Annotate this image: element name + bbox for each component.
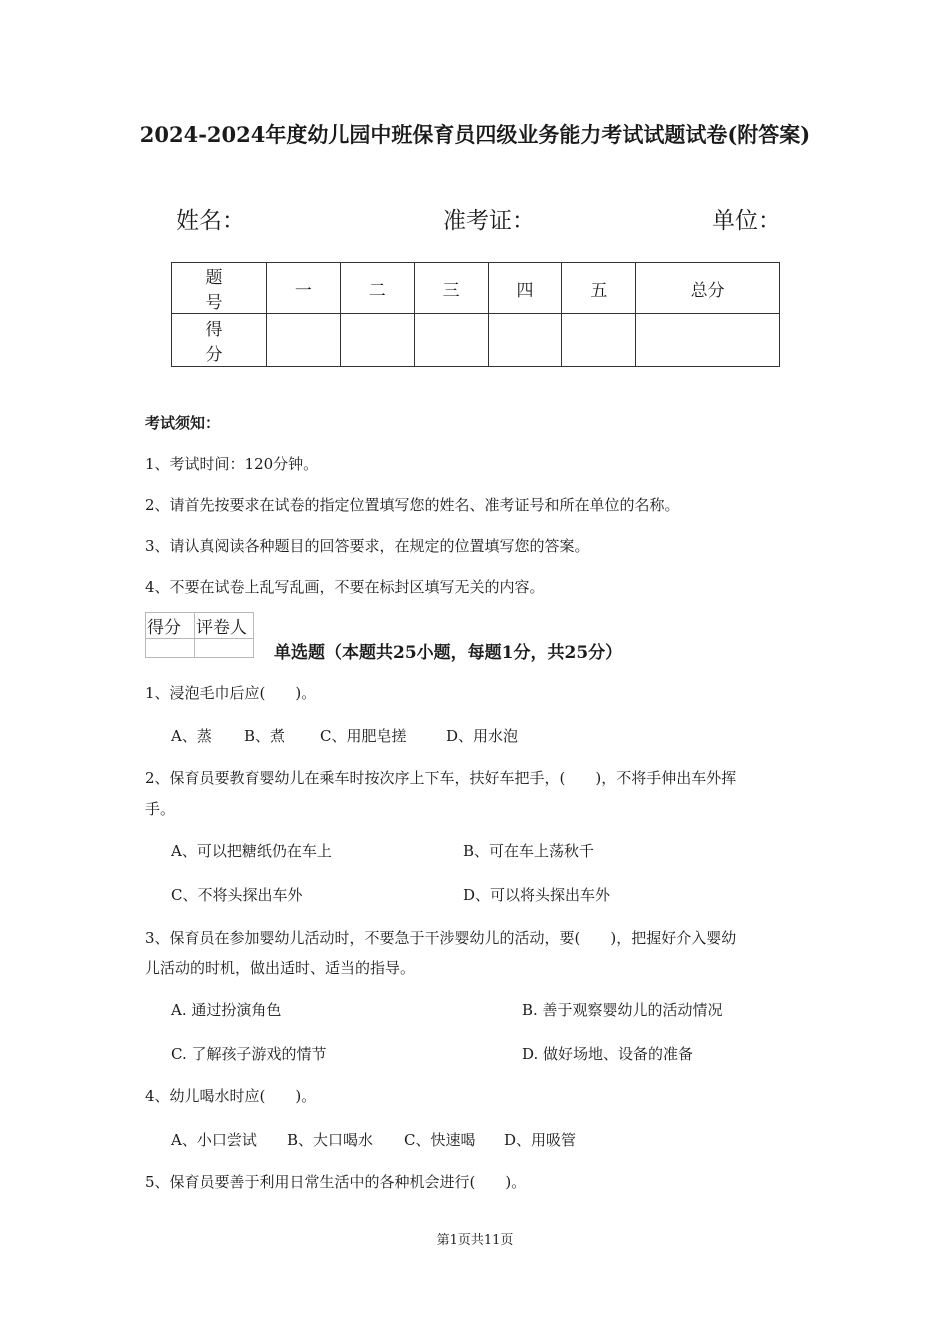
notice-heading: 考试须知： [145, 414, 221, 432]
exam-number-field-label: 准考证： [443, 208, 535, 234]
question-option: A、蒸 [171, 727, 212, 745]
question-option: A. 通过扮演角色 [171, 1001, 282, 1019]
score-blank-cell[interactable] [562, 314, 636, 367]
notice-item: 4、不要在试卷上乱写乱画，不要在标封区填写无关的内容。 [145, 578, 545, 596]
grader-box [145, 612, 254, 658]
score-table-cell: 总分 [636, 263, 780, 314]
score-blank-cell[interactable] [340, 314, 414, 367]
notice-item: 2、请首先按要求在试卷的指定位置填写您的姓名、准考证号和所在单位的名称。 [145, 496, 680, 514]
question-option: B、大口喝水 [287, 1131, 374, 1149]
grader-name-blank[interactable] [195, 639, 254, 658]
document-title: 2024-2024年度幼儿园中班保育员四级业务能力考试试题试卷(附答案) [139, 122, 811, 147]
question-option: A、可以把糖纸仍在车上 [171, 842, 332, 860]
question-stem: 3、保育员在参加婴幼儿活动时，不要急于干涉婴幼儿的活动，要( )，把握好介入婴幼 [145, 929, 737, 947]
question-option: B. 善于观察婴幼儿的活动情况 [522, 1001, 723, 1019]
score-blank-cell[interactable] [636, 314, 780, 367]
grader-name-label: 评卷人 [195, 613, 254, 639]
score-table-cell: 得 分 [172, 314, 267, 367]
question-option: D、用水泡 [446, 727, 519, 745]
score-table-header-row [172, 263, 780, 314]
notice-item: 1、考试时间：120分钟。 [145, 455, 319, 473]
question-option: B、可在车上荡秋千 [463, 842, 595, 860]
question-stem: 2、保育员要教育婴幼儿在乘车时按次序上下车，扶好车把手，( )，不将手伸出车外挥 [145, 769, 737, 787]
score-blank-cell[interactable] [267, 314, 341, 367]
score-blank-cell[interactable] [488, 314, 562, 367]
question-stem: 4、幼儿喝水时应( )。 [145, 1087, 317, 1105]
question-option: C、不将头探出车外 [171, 886, 303, 904]
grader-score-blank[interactable] [146, 639, 195, 658]
question-stem: 1、浸泡毛巾后应( )。 [145, 684, 317, 702]
question-option: B、煮 [244, 727, 286, 745]
question-option: D. 做好场地、设备的准备 [522, 1045, 694, 1063]
question-option: A、小口尝试 [171, 1131, 257, 1149]
score-blank-cell[interactable] [414, 314, 488, 367]
section-heading: 单选题（本题共25小题，每题1分，共25分） [274, 643, 623, 663]
question-option: D、用吸管 [504, 1131, 577, 1149]
page-footer: 第1页共11页 [436, 1233, 514, 1248]
score-table-cell: 四 [488, 263, 562, 314]
name-field-label: 姓名： [176, 208, 245, 234]
notice-item: 3、请认真阅读各种题目的回答要求，在规定的位置填写您的答案。 [145, 537, 590, 555]
question-stem-continued: 儿活动的时机，做出适时、适当的指导。 [145, 959, 416, 977]
score-table-cell: 五 [562, 263, 636, 314]
question-stem-continued: 手。 [145, 800, 176, 818]
score-table-score-row [172, 314, 780, 367]
score-table-cell: 二 [340, 263, 414, 314]
question-stem: 5、保育员要善于利用日常生活中的各种机会进行( )。 [145, 1173, 527, 1191]
score-table [171, 262, 780, 367]
question-option: C、快速喝 [404, 1131, 476, 1149]
question-option: C、用肥皂搓 [320, 727, 407, 745]
grader-score-label: 得分 [146, 613, 195, 639]
unit-field-label: 单位： [712, 208, 781, 234]
score-table-cell: 题 号 [172, 263, 267, 314]
question-option: D、可以将头探出车外 [463, 886, 611, 904]
question-option: C. 了解孩子游戏的情节 [171, 1045, 327, 1063]
score-table-cell: 三 [414, 263, 488, 314]
score-table-cell: 一 [267, 263, 341, 314]
